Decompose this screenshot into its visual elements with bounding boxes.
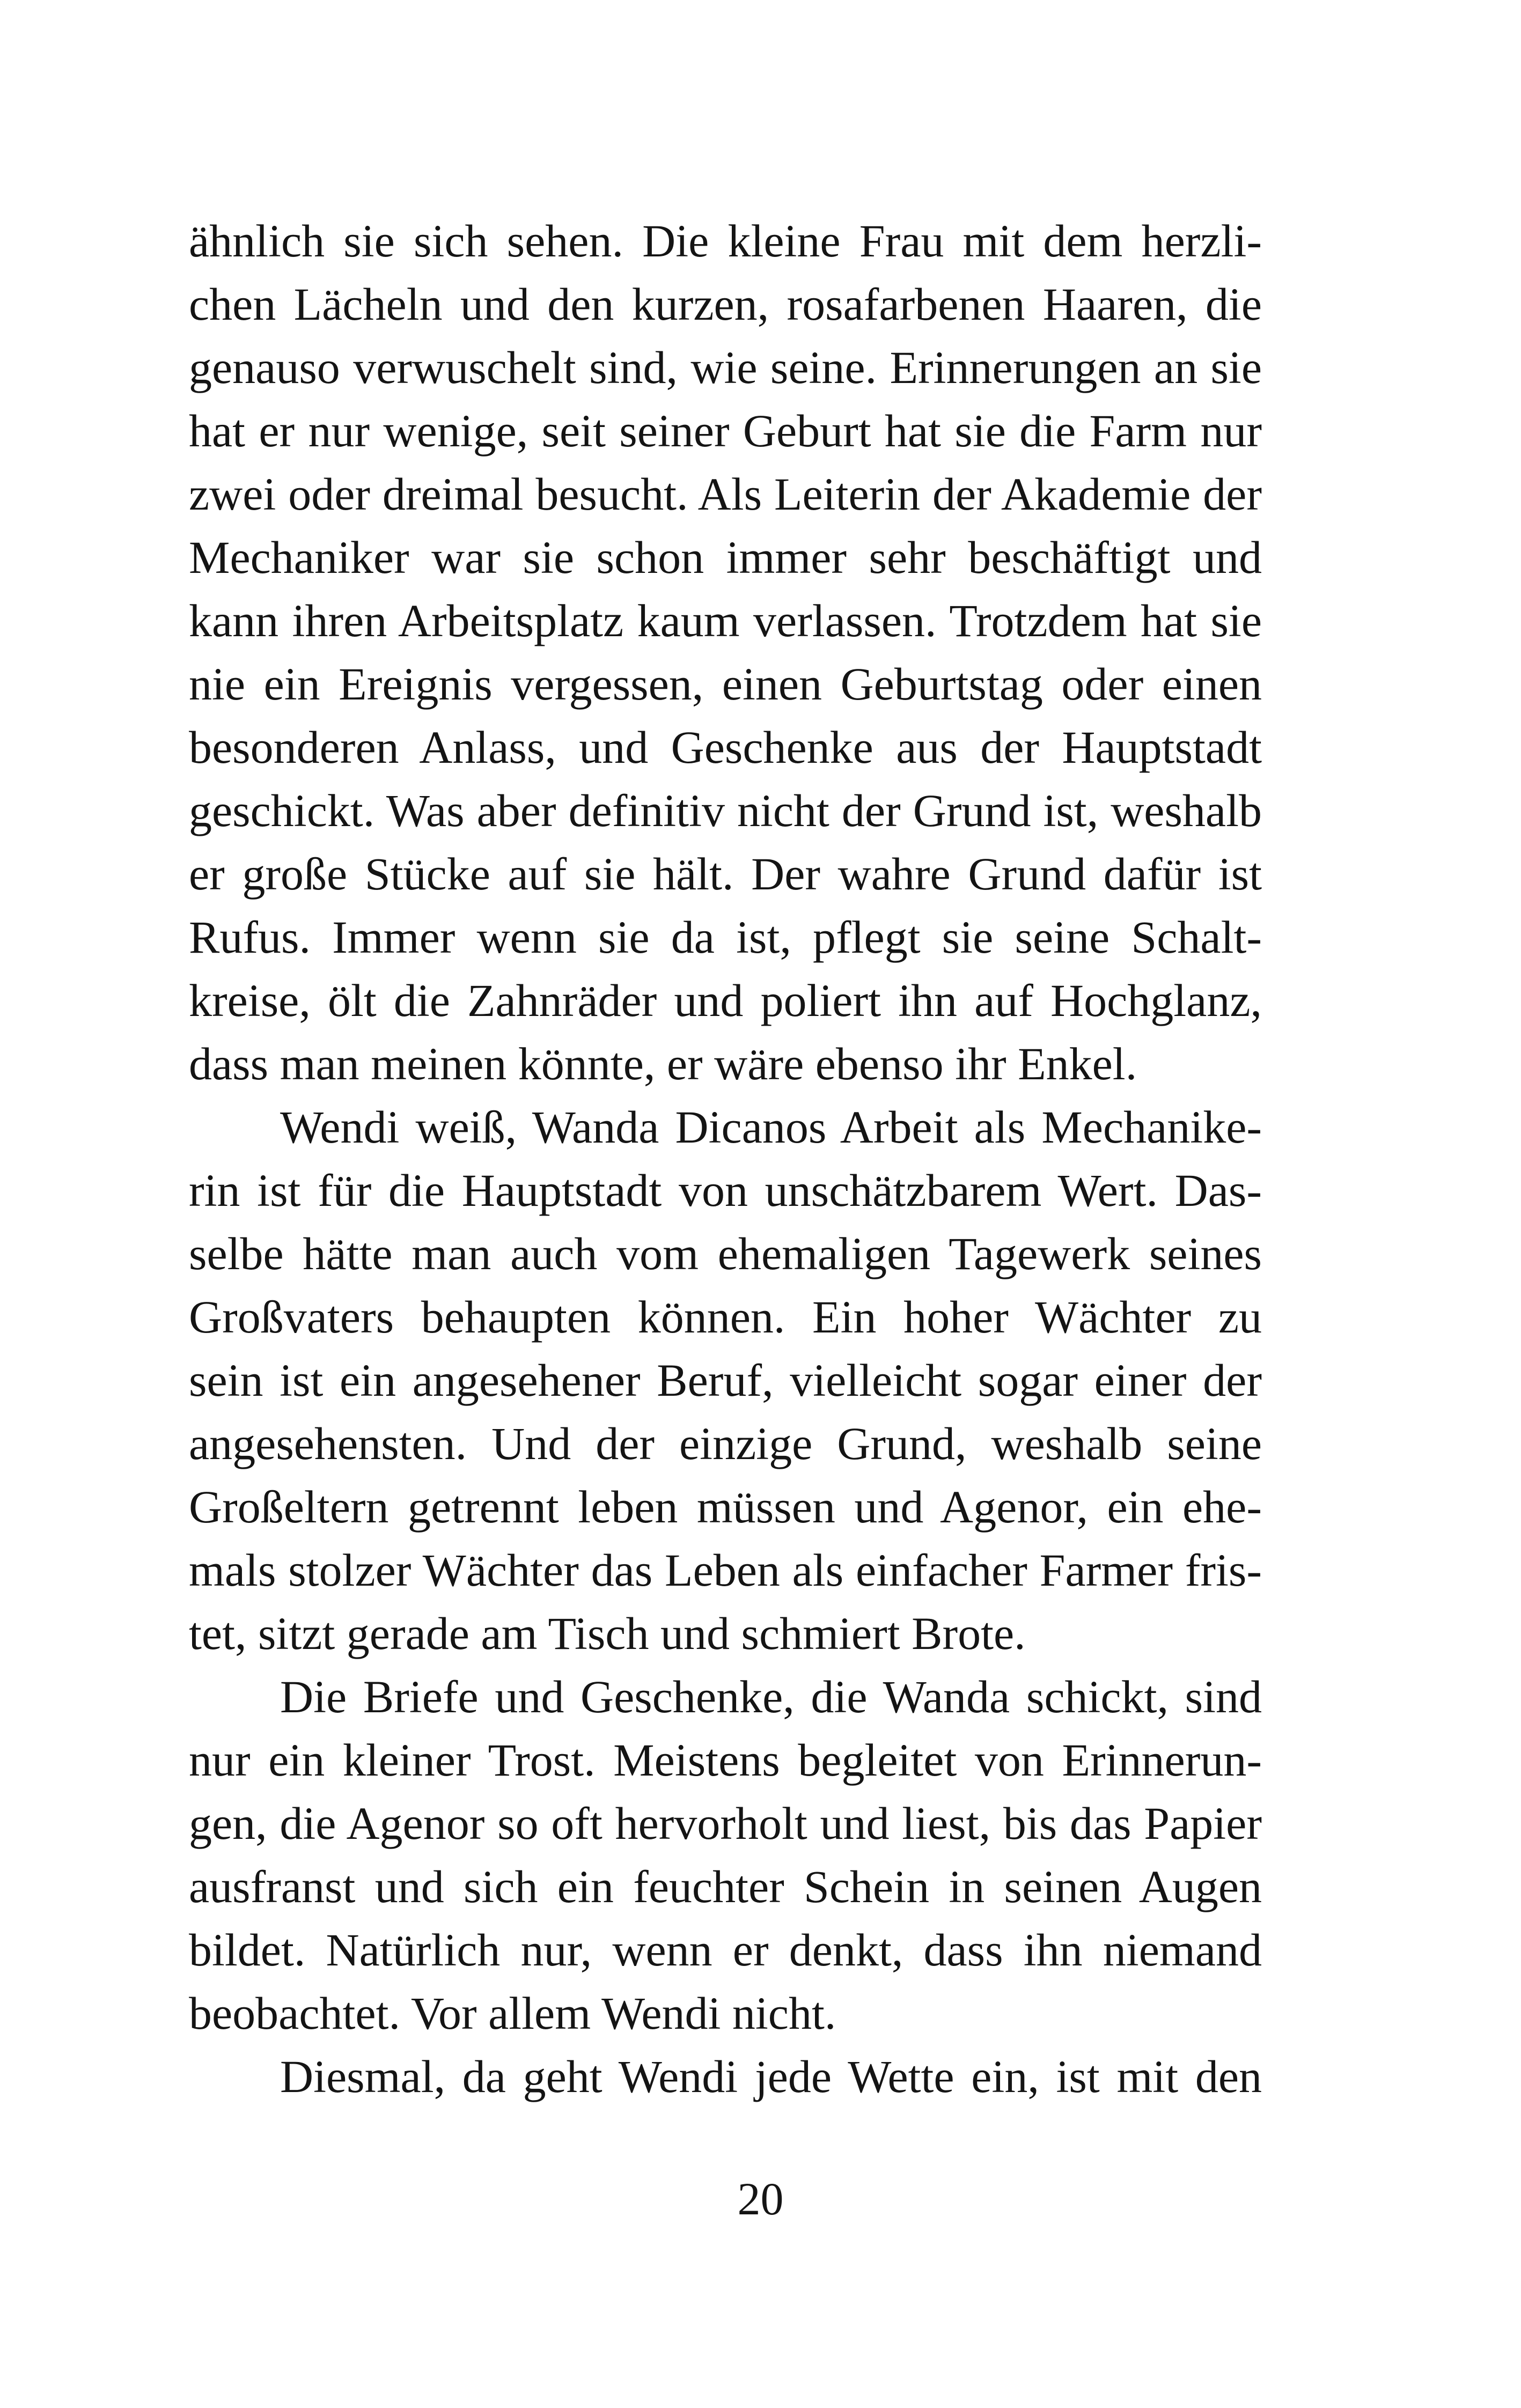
text-line: Wendi weiß, Wanda Dicanos Arbeit als Mechanike-	[280, 1101, 1262, 1153]
paragraph	[189, 1095, 1262, 1665]
paragraph	[189, 209, 1262, 1095]
text-line: bildet. Natürlich nur, wenn er denkt, dass ihn niemand	[189, 1924, 1262, 1976]
body-text	[189, 209, 1262, 2108]
text-line: zwei oder dreimal besucht. Als Leiterin der Akademie der	[189, 468, 1262, 520]
text-line: Rufus. Immer wenn sie da ist, pflegt sie seine Schalt-	[189, 911, 1262, 963]
text-line: kreise, ölt die Zahnräder und poliert ihn auf Hochglanz,	[189, 975, 1262, 1026]
text-line: er große Stücke auf sie hält. Der wahre Grund dafür ist	[189, 848, 1262, 900]
text-line: gen, die Agenor so oft hervorholt und liest, bis das Papier	[189, 1798, 1262, 1849]
text-line: hat er nur wenige, seit seiner Geburt hat sie die Farm nur	[189, 405, 1262, 456]
text-line: dass man meinen könnte, er wäre ebenso ihr Enkel.	[189, 1038, 1137, 1089]
text-line: rin ist für die Hauptstadt von unschätzbarem Wert. Das-	[189, 1165, 1262, 1216]
text-line: Die Briefe und Geschenke, die Wanda schickt, sind	[280, 1671, 1262, 1722]
text-line: nur ein kleiner Trost. Meistens begleitet von Erinnerun-	[189, 1734, 1262, 1786]
text-line: sein ist ein angesehener Beruf, vielleicht sogar einer der	[189, 1354, 1262, 1406]
text-line: nie ein Ereignis vergessen, einen Geburtstag oder einen	[189, 658, 1262, 710]
paragraph	[189, 2045, 1262, 2108]
text-line: Diesmal, da geht Wendi jede Wette ein, ist mit den	[280, 2051, 1262, 2102]
text-line: Großvaters behaupten können. Ein hoher Wächter zu	[189, 1291, 1262, 1343]
text-line: mals stolzer Wächter das Leben als einfacher Farmer fris-	[189, 1544, 1262, 1596]
text-line: chen Lächeln und den kurzen, rosafarbenen Haaren, die	[189, 278, 1262, 330]
text-line: geschickt. Was aber definitiv nicht der Grund ist, weshalb	[189, 785, 1262, 836]
text-line: ähnlich sie sich sehen. Die kleine Frau mit dem herzli-	[189, 215, 1262, 267]
text-line: Großeltern getrennt leben müssen und Agenor, ein ehe-	[189, 1481, 1262, 1533]
page-number: 20	[737, 2173, 784, 2225]
text-line: kann ihren Arbeitsplatz kaum verlassen. Trotzdem hat sie	[189, 595, 1262, 646]
text-line: genauso verwuschelt sind, wie seine. Erinnerungen an sie	[189, 342, 1262, 393]
paragraph	[189, 1665, 1262, 2045]
text-line: Mechaniker war sie schon immer sehr beschäftigt und	[189, 532, 1262, 583]
text-line: selbe hätte man auch vom ehemaligen Tagewerk seines	[189, 1228, 1262, 1279]
text-line: angesehensten. Und der einzige Grund, weshalb seine	[189, 1418, 1262, 1469]
text-line: beobachtet. Vor allem Wendi nicht.	[189, 1987, 836, 2039]
text-line: ausfranst und sich ein feuchter Schein in seinen Augen	[189, 1861, 1262, 1912]
text-line: besonderen Anlass, und Geschenke aus der Hauptstadt	[189, 721, 1262, 773]
text-line: tet, sitzt gerade am Tisch und schmiert Brote.	[189, 1608, 1026, 1659]
